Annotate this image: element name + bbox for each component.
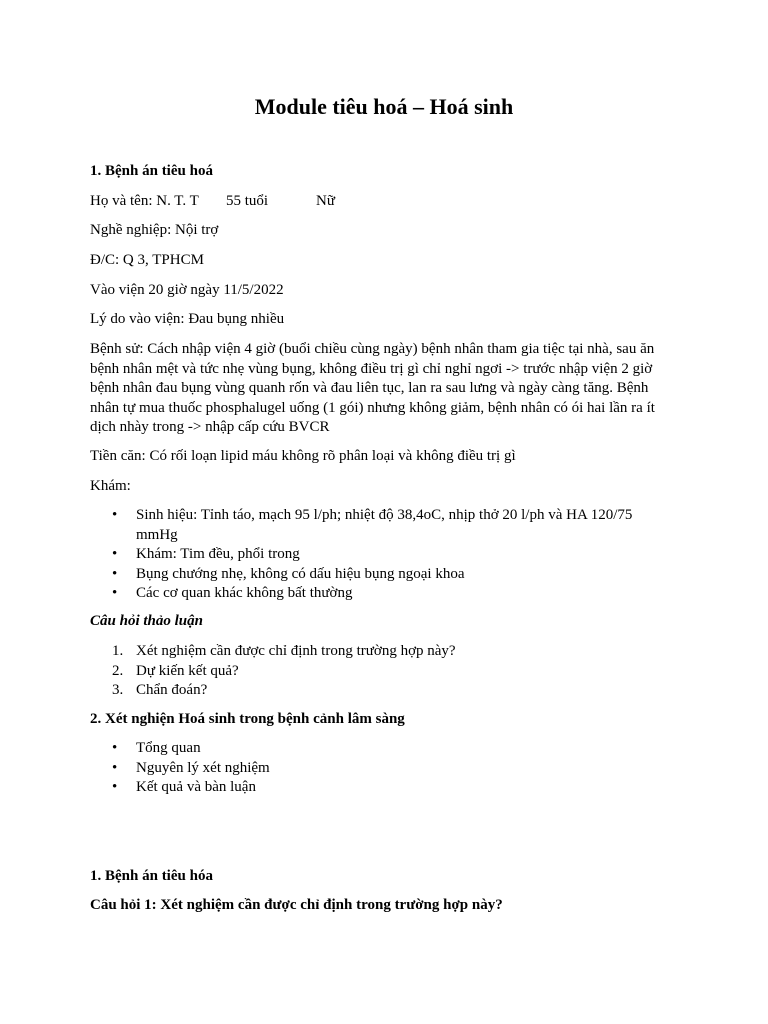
patient-age: 55 tuổi xyxy=(226,193,269,209)
list-item: • Kết quả và bàn luận xyxy=(90,778,650,798)
history-paragraph: Bệnh sử: Cách nhập viện 4 giờ (buổi chiều cùng ngày) bệnh nhân tham gia tiệc tại nhà, sau ăn bệnh nhân mệt và tức nhẹ vùng bụng, không điều trị gì chỉ nghỉ ngơi -> trước nhập viện 2 giờ bệnh nhân đau bụng vùng quanh rốn và đau liên tục, lan ra sau lưng và ngày càng tăng. Bệnh nhân tự mua thuốc phosphalugel uống (1 gói) nhưng không giảm, bệnh nhân có ói hai lần ra ít dịch nhày trong -> nhập cấp cứu BVCR xyxy=(90,341,655,435)
list-item: • Nguyên lý xét nghiệm xyxy=(90,759,650,779)
exam-label: Khám: xyxy=(90,478,131,494)
bullet-icon: • xyxy=(112,507,118,523)
patient-sex: Nữ xyxy=(316,193,335,209)
bullet-icon: • xyxy=(112,759,118,776)
occupation-line: Nghề nghiệp: Nội trợ xyxy=(90,222,219,238)
bullet-icon: • xyxy=(112,565,118,582)
patient-name: Họ và tên: N. T. T xyxy=(90,193,199,209)
question1-heading: Câu hỏi 1: Xét nghiệm cần được chỉ định trong trường hợp này? xyxy=(90,897,503,913)
list-item: • Các cơ quan khác không bất thường xyxy=(90,584,650,604)
reason-line: Lý do vào viện: Đau bụng nhiều xyxy=(90,311,285,327)
list-item: • Bụng chướng nhẹ, không có dấu hiệu bụng ngoại khoa xyxy=(90,565,650,585)
list-item: 3. Chẩn đoán? xyxy=(112,682,208,698)
questions-list xyxy=(90,642,650,701)
list-item: 1. Xét nghiệm cần được chỉ định trong trường hợp này? xyxy=(112,643,456,659)
section-heading-case-repeat: 1. Bệnh án tiêu hóa xyxy=(90,868,213,884)
list-item: 2. Dự kiến kết quả? xyxy=(112,662,239,679)
biochem-list xyxy=(90,739,650,798)
bullet-icon: • xyxy=(112,546,118,562)
bullet-icon: • xyxy=(112,779,118,795)
list-item: • Khám: Tim đều, phổi trong xyxy=(90,545,650,565)
section-heading-case: 1. Bệnh án tiêu hoá xyxy=(90,163,213,179)
discussion-heading: Câu hỏi thảo luận xyxy=(90,613,203,629)
exam-list xyxy=(90,506,650,604)
list-item: • Tổng quan xyxy=(90,739,650,759)
list-item: • Sinh hiệu: Tỉnh táo, mạch 95 l/ph; nhiệt độ 38,4oC, nhịp thở 20 l/ph và HA 120/75 mmHg xyxy=(112,507,633,543)
document-title: Module tiêu hoá – Hoá sinh xyxy=(254,94,514,119)
bullet-icon: • xyxy=(112,740,118,756)
address-line: Đ/C: Q 3, TPHCM xyxy=(90,252,204,268)
past-history-line: Tiền căn: Có rối loạn lipid máu không rõ phân loại và không điều trị gì xyxy=(90,448,516,464)
patient-info-line xyxy=(90,192,335,211)
admission-line: Vào viện 20 giờ ngày 11/5/2022 xyxy=(90,282,284,298)
section-heading-biochem: 2. Xét nghiện Hoá sinh trong bệnh cảnh lâm sàng xyxy=(90,711,405,727)
bullet-icon: • xyxy=(112,585,118,601)
